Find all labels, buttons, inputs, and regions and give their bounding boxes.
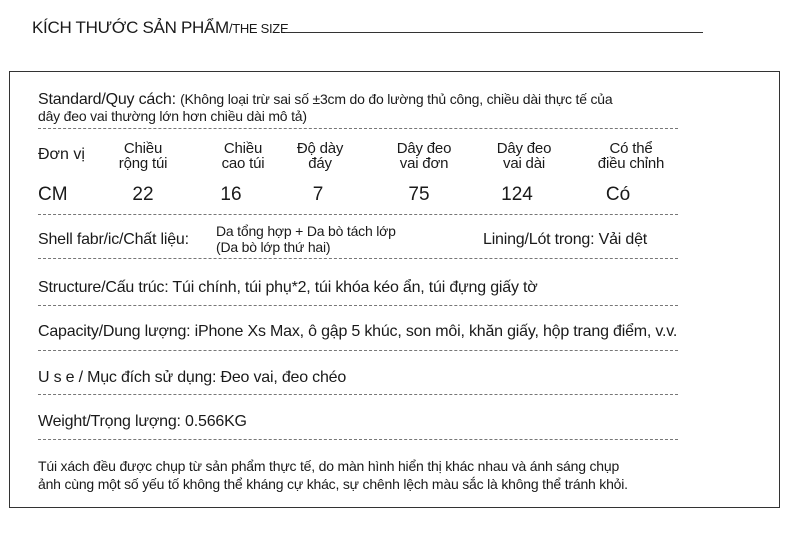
standard-label: Standard/Quy cách: [38,91,176,108]
value-adjustable: Có [605,184,631,205]
value-single-strap: 75 [408,184,430,205]
use-text: U s e / Mục đích sử dụng: Đeo vai, đeo chéo [38,369,347,386]
column-header-single-strap: Dây đeo vai đơn [396,140,452,172]
divider [38,128,678,129]
capacity-text: Capacity/Dung lượng: iPhone Xs Max, ô gập 5 khúc, son môi, khăn giấy, hộp trang điểm, v.v. [38,323,678,340]
value-depth: 7 [312,184,324,205]
title-sub: /THE SIZE [228,21,289,36]
unit-header: Đơn vị [38,146,85,163]
disclaimer-line-2: ảnh cùng một số yếu tố không thể kháng cự khác, sự chênh lệch màu sắc là không thể tránh khỏi. [38,476,628,492]
divider [38,394,678,395]
divider [38,258,678,259]
value-width: 22 [132,184,154,205]
material-label: Shell fabr/ic/Chất liệu: [38,231,189,248]
divider [38,439,678,440]
material-value-1: Da tổng hợp + Da bò tách lớp [216,223,396,239]
standard-note-1: (Không loại trừ sai số ±3cm do đo lường thủ công, chiều dài thực tế của [180,91,613,107]
standard-note-2: dây đeo vai thường lớn hơn chiều dài mô tả) [38,108,307,124]
disclaimer-line-1: Túi xách đều được chụp từ sản phẩm thực tế, do màn hình hiển thị khác nhau và ánh sáng chụp [38,458,620,474]
divider [38,305,678,306]
divider [38,350,678,351]
unit-value: CM [38,184,68,205]
title-rule [285,32,703,33]
structure-text: Structure/Cấu trúc: Túi chính, túi phụ*2, túi khóa kéo ẩn, túi đựng giấy tờ [38,279,538,296]
column-header-width: Chiều rộng túi [118,140,168,172]
value-height: 16 [220,184,242,205]
page-title [32,18,288,38]
column-header-depth: Độ dày đáy [296,140,344,172]
standard-line-1 [38,91,612,109]
column-header-adjustable: Có thể điều chỉnh [597,140,665,172]
divider [38,214,678,215]
title-main: KÍCH THƯỚC SẢN PHẨM [32,18,229,37]
value-long-strap: 124 [501,184,533,205]
column-header-height: Chiều cao túi [221,140,265,172]
material-value-2: (Da bò lớp thứ hai) [216,239,331,255]
column-header-long-strap: Dây đeo vai dài [496,140,552,172]
weight-text: Weight/Trọng lượng: 0.566KG [38,413,247,430]
lining-text: Lining/Lót trong: Vải dệt [483,231,648,248]
